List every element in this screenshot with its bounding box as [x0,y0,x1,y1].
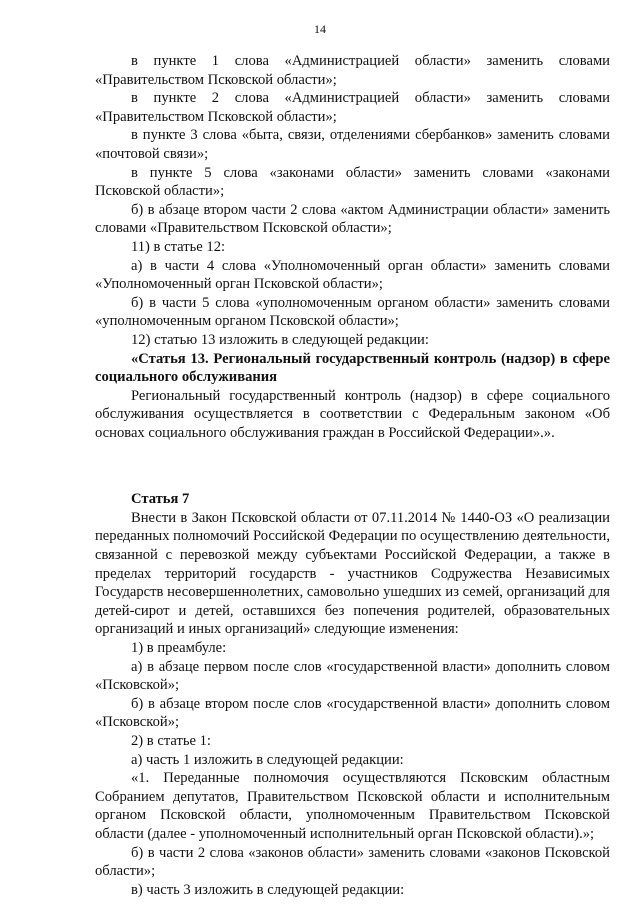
heading-paragraph: «Статья 13. Региональный государственный контроль (надзор) в сфере социального обслуживания [95,350,610,386]
paragraph: «1. Переданные полномочия осуществляются Псковским областным Собранием депутатов, Правительством Псковской области и исполнительным органом Псковской области, уполномоченным Правительством Псковской области (далее - уполномоченный исполнительный орган Псковской области).»; [95,770,610,842]
paragraph: 1) в преамбуле: [131,640,227,656]
paragraph: б) в абзаце втором части 2 слова «актом Администрации области» заменить словами «Правительством Псковской области»; [95,201,610,237]
paragraph: в пункте 5 слова «законами области» заменить словами «законами Псковской области»; [95,164,610,200]
paragraph: б) в абзаце втором после слов «государственной власти» дополнить словом «Псковской»; [95,695,610,731]
paragraph: в) часть 3 изложить в следующей редакции: [131,881,405,898]
paragraph: Внести в Закон Псковской области от 07.11.2014 № 1440-ОЗ «О реализации переданных полномочий Российской Федерации по осуществлению деятельности, связанной с перевозкой между субъектами Российской Федерации, а также в пределах территорий государств - участников Содружества Независимых Государств несовершеннолетних, самовольно ушедших из семей, организаций для детей-сирот и детей, оставшихся без попечения родителей, образовательных организаций и иных организаций» следующие изменения: [95,509,610,638]
document-body [95,52,610,899]
paragraph: а) в абзаце первом после слов «государственной власти» дополнить словом «Псковской»; [95,658,610,694]
paragraph: в пункте 2 слова «Администрацией области» заменить словами «Правительством Псковской области»; [95,90,610,125]
paragraph: а) в части 4 слова «Уполномоченный орган области» заменить словами «Уполномоченный орган Псковской области»; [95,257,610,293]
paragraph: Региональный государственный контроль (надзор) в сфере социального обслуживания осуществляется в соответствии с Федеральным законом «Об основах социального обслуживания граждан в Российской Федерации».». [95,387,610,441]
paragraph: в пункте 3 слова «быта, связи, отделениями сбербанков» заменить словами «почтовой связи»; [95,127,610,162]
page-number: 14 [314,22,326,36]
paragraph: 2) в статье 1: [131,732,211,749]
paragraph: 12) статью 13 изложить в следующей редакции: [131,331,429,348]
paragraph: в пункте 1 слова «Администрацией области» заменить словами «Правительством Псковской области»; [95,53,610,88]
paragraph: а) часть 1 изложить в следующей редакции: [131,751,404,768]
paragraph: б) в части 2 слова «законов области» заменить словами «законов Псковской области»; [95,844,610,880]
paragraph: б) в части 5 слова «уполномоченным органом области» заменить словами «уполномоченным органом Псковской области»; [95,294,610,330]
paragraph-spacer [95,457,610,476]
heading-paragraph: Статья 7 [131,491,190,508]
paragraph: 11) в статье 12: [131,238,226,255]
